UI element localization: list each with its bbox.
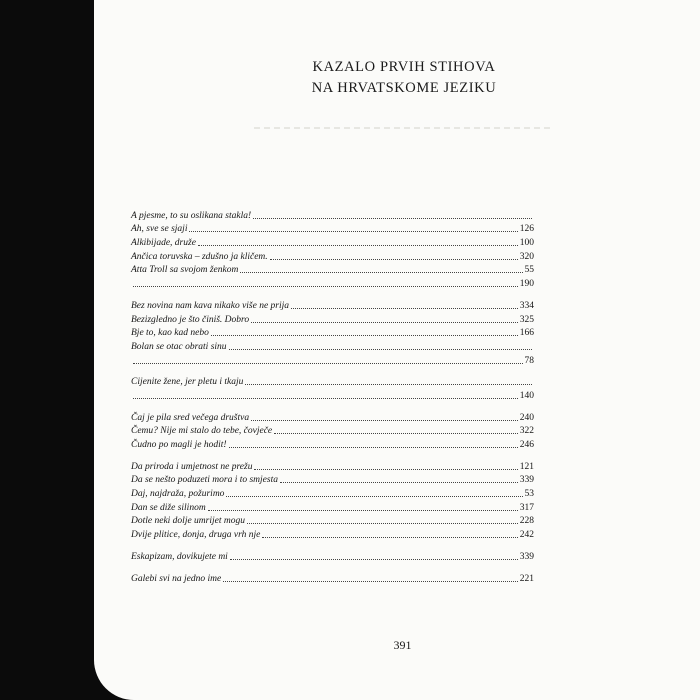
page-reference: 100 [519, 238, 534, 249]
bleed-through-mark [254, 127, 554, 129]
dot-leader [251, 419, 518, 421]
first-line-text: Cijenite žene, jer pletu i tkaju [131, 377, 244, 388]
dot-leader [223, 580, 518, 582]
dot-leader [226, 495, 522, 497]
page-number: 391 [393, 638, 412, 652]
page-reference: 140 [519, 390, 534, 401]
page-reference: 339 [519, 551, 534, 562]
dot-leader [133, 397, 518, 399]
page-reference: 78 [524, 355, 534, 366]
dot-leader [211, 334, 518, 336]
page-reference: 221 [519, 573, 534, 584]
first-line-text: Čudno po magli je hodit! [131, 440, 227, 450]
dot-leader [133, 285, 518, 287]
first-line-text: Ah, sve se sjaji [131, 224, 188, 235]
index-entry [131, 375, 534, 389]
index-entry [131, 388, 534, 402]
dot-leader [229, 446, 518, 448]
index-entry [131, 424, 534, 438]
index-entry [131, 500, 534, 514]
index-entry [131, 514, 534, 528]
dot-leader [208, 509, 518, 511]
index-entry [131, 276, 534, 290]
dot-leader [274, 432, 518, 434]
dot-leader [270, 258, 518, 260]
dot-leader [240, 271, 522, 273]
page-reference: 55 [524, 265, 534, 276]
first-lines-index [131, 208, 534, 593]
index-entry [131, 222, 534, 236]
dot-leader [251, 321, 518, 323]
index-entry [131, 486, 534, 500]
title-line-2: NA HRVATSKOME JEZIKU [311, 80, 497, 96]
page-reference: 334 [519, 300, 534, 311]
page-reference: 53 [524, 489, 534, 500]
page-reference: 320 [519, 251, 534, 262]
page-reference: 325 [519, 314, 534, 325]
page-reference: 317 [519, 502, 534, 513]
dot-leader [280, 481, 518, 483]
first-line-text: Dan se diže silinom [131, 502, 206, 513]
first-line-text: Dotle neki dolje umrijet mogu [131, 516, 245, 527]
page-reference: 242 [519, 530, 534, 541]
page-reference: 126 [519, 224, 534, 235]
index-entry [131, 235, 534, 249]
index-group [131, 375, 534, 402]
page-reference: 246 [519, 440, 534, 450]
index-entry [131, 410, 534, 424]
page-title [234, 57, 574, 99]
first-line-text: Da priroda i umjetnost ne prežu [131, 461, 253, 472]
page-reference: 228 [519, 516, 534, 527]
index-entry [131, 312, 534, 326]
first-line-text: Alkibijade, druže [131, 238, 196, 249]
dot-leader [198, 244, 518, 246]
index-entry [131, 263, 534, 277]
first-line-text: Daj, najdraža, požurimo [131, 489, 225, 500]
dot-leader [291, 307, 518, 309]
first-line-text: Da se nešto poduzeti mora i to smjesta [131, 475, 278, 486]
index-group [131, 208, 534, 290]
book-page [94, 0, 700, 700]
index-group [131, 571, 534, 585]
first-line-text: Eskapizam, dovikujete mi [131, 551, 228, 562]
page-reference: 121 [519, 461, 534, 472]
page-reference: 166 [519, 328, 534, 339]
index-entry [131, 208, 534, 222]
index-entry [131, 437, 534, 451]
index-entry [131, 571, 534, 585]
first-line-text: Bolan se otac obrati sinu [131, 341, 227, 352]
dot-leader [229, 348, 532, 350]
dot-leader [133, 362, 523, 364]
page-reference: 322 [519, 426, 534, 437]
first-line-text: Bje to, kao kad nebo [131, 328, 209, 339]
dot-leader [262, 536, 517, 538]
page-reference: 339 [519, 475, 534, 486]
first-line-text: Ančica toruvska – zdušno ja kličem. [131, 251, 268, 262]
dot-leader [189, 230, 517, 232]
first-line-text: Atta Troll sa svojom ženkom [131, 265, 239, 276]
index-group [131, 549, 534, 563]
first-line-text: A pjesme, to su oslikana stakla! [131, 210, 252, 221]
dot-leader [230, 558, 518, 560]
page-reference: 240 [519, 412, 534, 423]
index-entry [131, 339, 534, 353]
index-entry [131, 549, 534, 563]
index-entry [131, 298, 534, 312]
dot-leader [253, 217, 532, 219]
first-line-text: Bez novina nam kava nikako više ne prija [131, 300, 290, 311]
index-entry [131, 473, 534, 487]
index-entry [131, 249, 534, 263]
dot-leader [247, 522, 518, 524]
first-line-text: Dvije plitice, donja, druga vrh nje [131, 530, 261, 541]
page-reference: 190 [519, 279, 534, 290]
index-group [131, 459, 534, 541]
index-entry [131, 353, 534, 367]
title-line-1: KAZALO PRVIH STIHOVA [312, 59, 496, 75]
dot-leader [254, 468, 517, 470]
index-entry [131, 326, 534, 340]
first-line-text: Galebi svi na jedno ime [131, 573, 222, 584]
index-group [131, 410, 534, 451]
index-entry [131, 459, 534, 473]
first-line-text: Bezizgledno je što činiš. Dobro [131, 314, 250, 325]
dot-leader [245, 383, 532, 385]
index-entry [131, 527, 534, 541]
index-group [131, 298, 534, 366]
first-line-text: Čaj je pila sred večega društva [131, 412, 250, 423]
first-line-text: Čemu? Nije mi stalo do tebe, čovječe [131, 426, 273, 437]
